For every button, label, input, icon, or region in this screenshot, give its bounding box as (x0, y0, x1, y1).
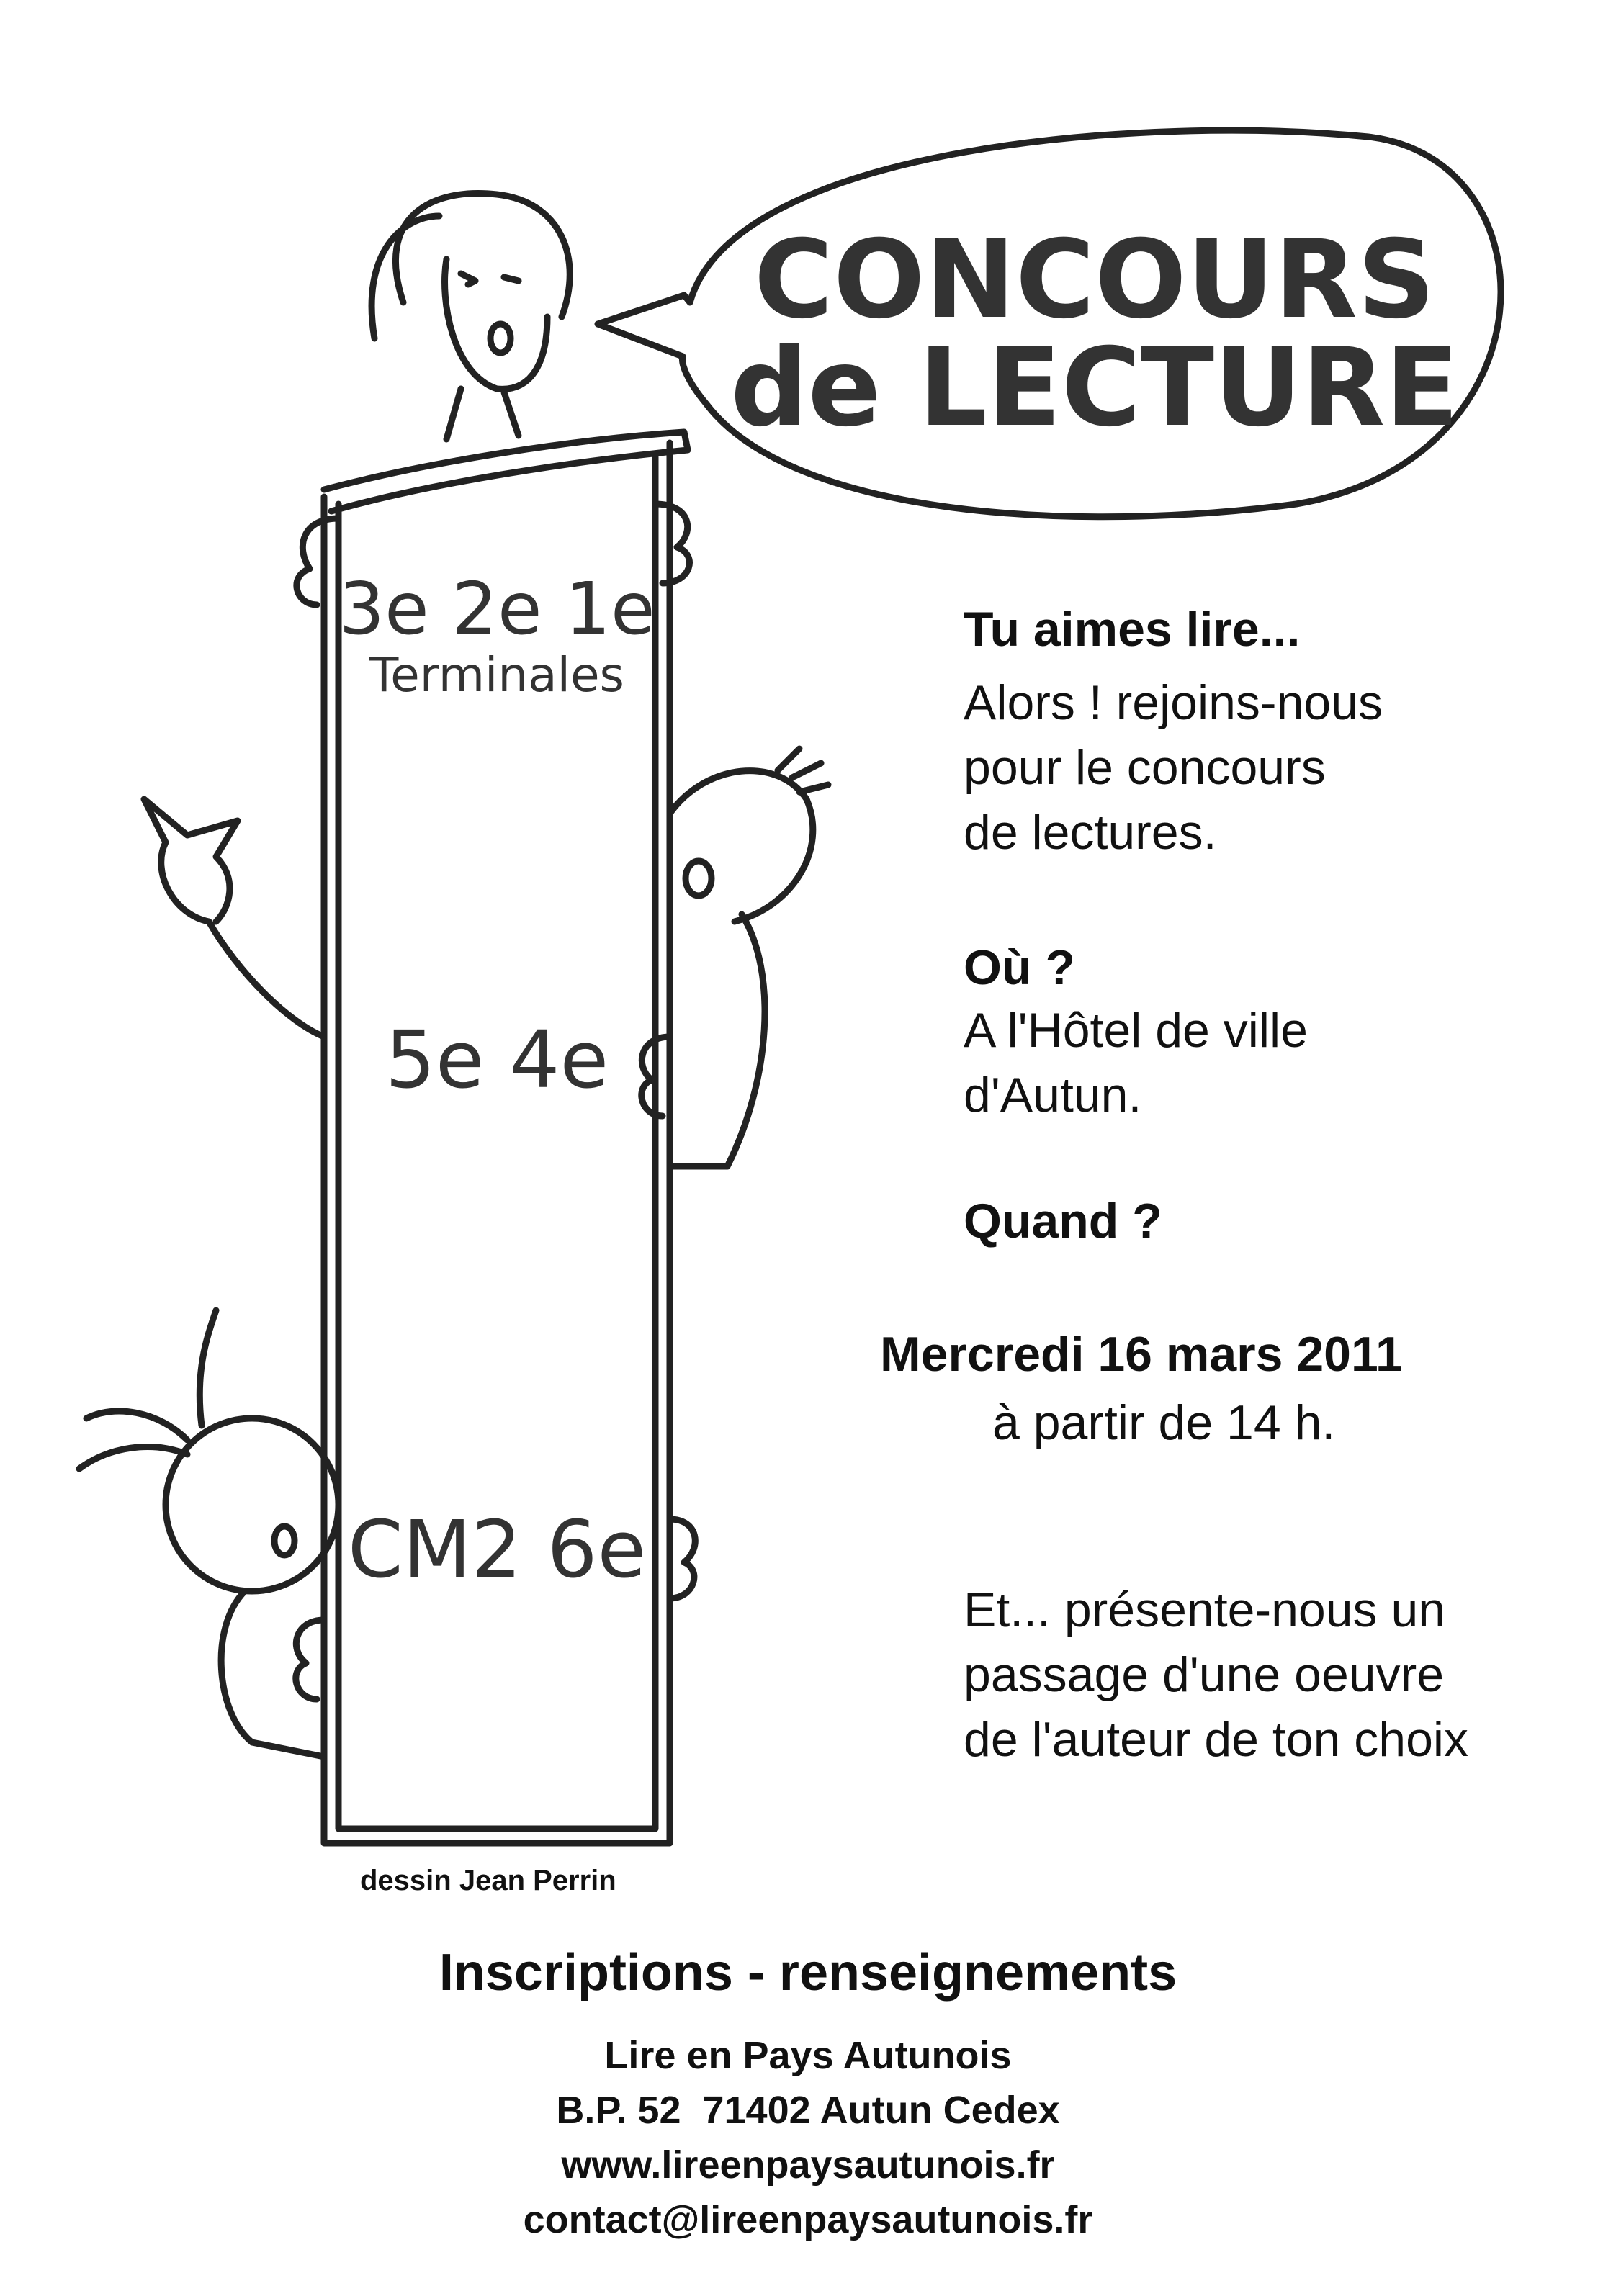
intro-line3: de lectures. (964, 805, 1217, 860)
drawing-credit: dessin Jean Perrin (360, 1865, 616, 1896)
event-time: à partir de 14 h. (992, 1395, 1336, 1450)
present-line2: passage d'une oeuvre (964, 1647, 1445, 1702)
where-line2: d'Autun. (964, 1068, 1142, 1122)
left-hand-top (297, 518, 338, 605)
where-heading: Où ? (964, 940, 1075, 995)
sign-grades-middle: 5e 4e (385, 1014, 609, 1106)
pointing-arm (144, 799, 324, 1037)
intro-line2: pour le concours (964, 740, 1326, 795)
sign-grades-top-sub: Terminales (369, 647, 624, 703)
event-date: Mercredi 16 mars 2011 (880, 1327, 1403, 1382)
footer-title: Inscriptions - renseignements (439, 1944, 1177, 2002)
footer-website-link[interactable]: www.lireenpaysautunois.fr (561, 2143, 1055, 2187)
bubble-title-line1: CONCOURS (753, 217, 1436, 343)
present-line3: de l'auteur de ton choix (964, 1712, 1469, 1767)
footer-email-link[interactable]: contact@lireenpaysautunois.fr (523, 2198, 1093, 2241)
bubble-title-line2: de LECTURE (730, 325, 1459, 451)
top-girl-figure (372, 194, 570, 439)
where-line1: A l'Hôtel de ville (964, 1003, 1308, 1058)
sign-grades-top: 3e 2e 1e (338, 567, 655, 651)
present-line1: Et... présente-nous un (964, 1583, 1446, 1637)
when-heading: Quand ? (964, 1194, 1162, 1248)
intro-line1: Alors ! rejoins-nous (964, 675, 1383, 730)
footer-org: Lire en Pays Autunois (604, 2034, 1012, 2077)
footer-address: B.P. 52 71402 Autun Cedex (556, 2089, 1060, 2132)
intro-heading: Tu aimes lire... (964, 602, 1301, 657)
sign-grades-bottom: CM2 6e (347, 1503, 647, 1595)
